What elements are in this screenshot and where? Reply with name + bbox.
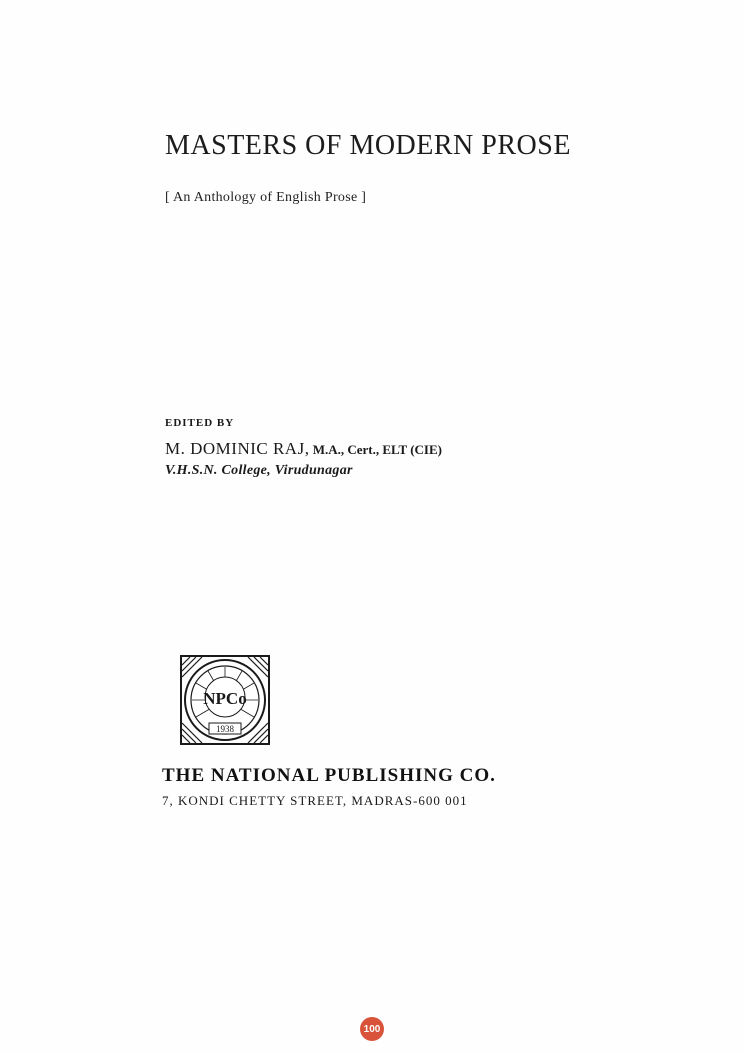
publisher-name: THE NATIONAL PUBLISHING CO.: [162, 765, 496, 786]
book-subtitle: [ An Anthology of English Prose ]: [165, 190, 367, 205]
editor-college: V.H.S.N. College, Virudunagar: [165, 463, 353, 478]
edited-by-label: EDITED BY: [165, 417, 235, 429]
book-title: MASTERS OF MODERN PROSE: [165, 130, 571, 161]
editor-line: [165, 439, 442, 459]
editor-qualifications: M.A., Cert., ELT (CIE): [309, 442, 442, 457]
editor-name: M. DOMINIC RAJ,: [165, 439, 310, 458]
seal-year: 1938: [216, 724, 234, 734]
page-number-badge: 100: [360, 1017, 384, 1041]
publisher-seal-icon: [180, 655, 270, 745]
seal-letters: NPCo: [203, 689, 247, 708]
publisher-address: 7, KONDI CHETTY STREET, MADRAS-600 001: [162, 793, 468, 808]
